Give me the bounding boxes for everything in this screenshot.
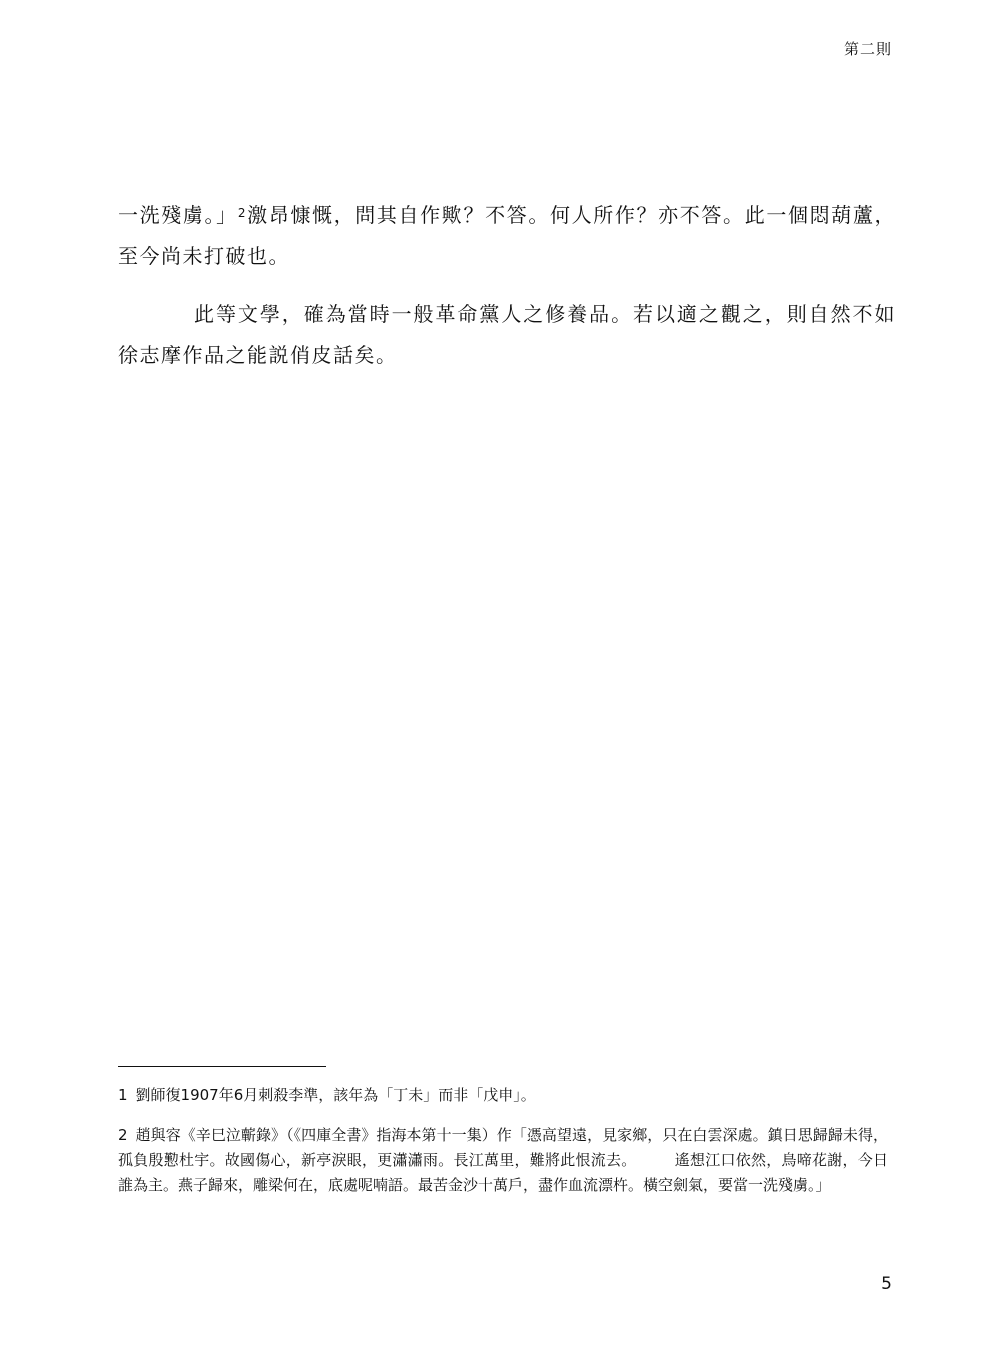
footnote-number: 2 — [118, 1126, 128, 1144]
footnote-divider — [118, 1066, 326, 1067]
paragraph-1-rest: 激昂慷慨，問其自作歟？不答。何人所作？亦不答。此一個悶葫蘆，至今尚未打破也。 — [118, 203, 897, 268]
footnotes — [118, 1083, 888, 1198]
footnote-text-part-2: 遙想江口依然，鳥啼花謝，今日誰為主。燕子歸來，雕梁何在，底處呢喃語。最苦金沙十萬戶，盡作血流漂杵。橫空劍氣，要當一洗殘虜。」 — [118, 1151, 888, 1194]
main-text — [118, 195, 896, 376]
footnote-ref-2[interactable]: 2 — [237, 206, 247, 220]
paragraph-1-start: 一洗殘虜。」 — [118, 203, 238, 227]
paragraph-1 — [118, 195, 896, 277]
footnote-text-part-1: 趙與容《辛巳泣蘄錄》（《四庫全書》指海本第十一集）作「憑高望遠，見家鄉，只在白雲深處。鎮日思歸歸未得，孤負殷懃杜宇。故國傷心，新亭淚眼，更瀟瀟雨。長江萬里，難將此恨流去。 — [118, 1126, 888, 1169]
footnote-2 — [118, 1123, 888, 1198]
paragraph-2: 此等文學，確為當時一般革命黨人之修養品。若以適之觀之，則自然不如徐志摩作品之能説俏皮話矣。 — [118, 302, 896, 367]
footnote-1 — [118, 1083, 888, 1108]
footnote-number: 1 — [118, 1086, 128, 1104]
footnote-text: 劉師復1907年6月刺殺李準，該年為「丁未」而非「戊申」。 — [135, 1086, 536, 1104]
page-number: 5 — [881, 1274, 892, 1294]
running-header: 第二則 — [843, 40, 892, 58]
